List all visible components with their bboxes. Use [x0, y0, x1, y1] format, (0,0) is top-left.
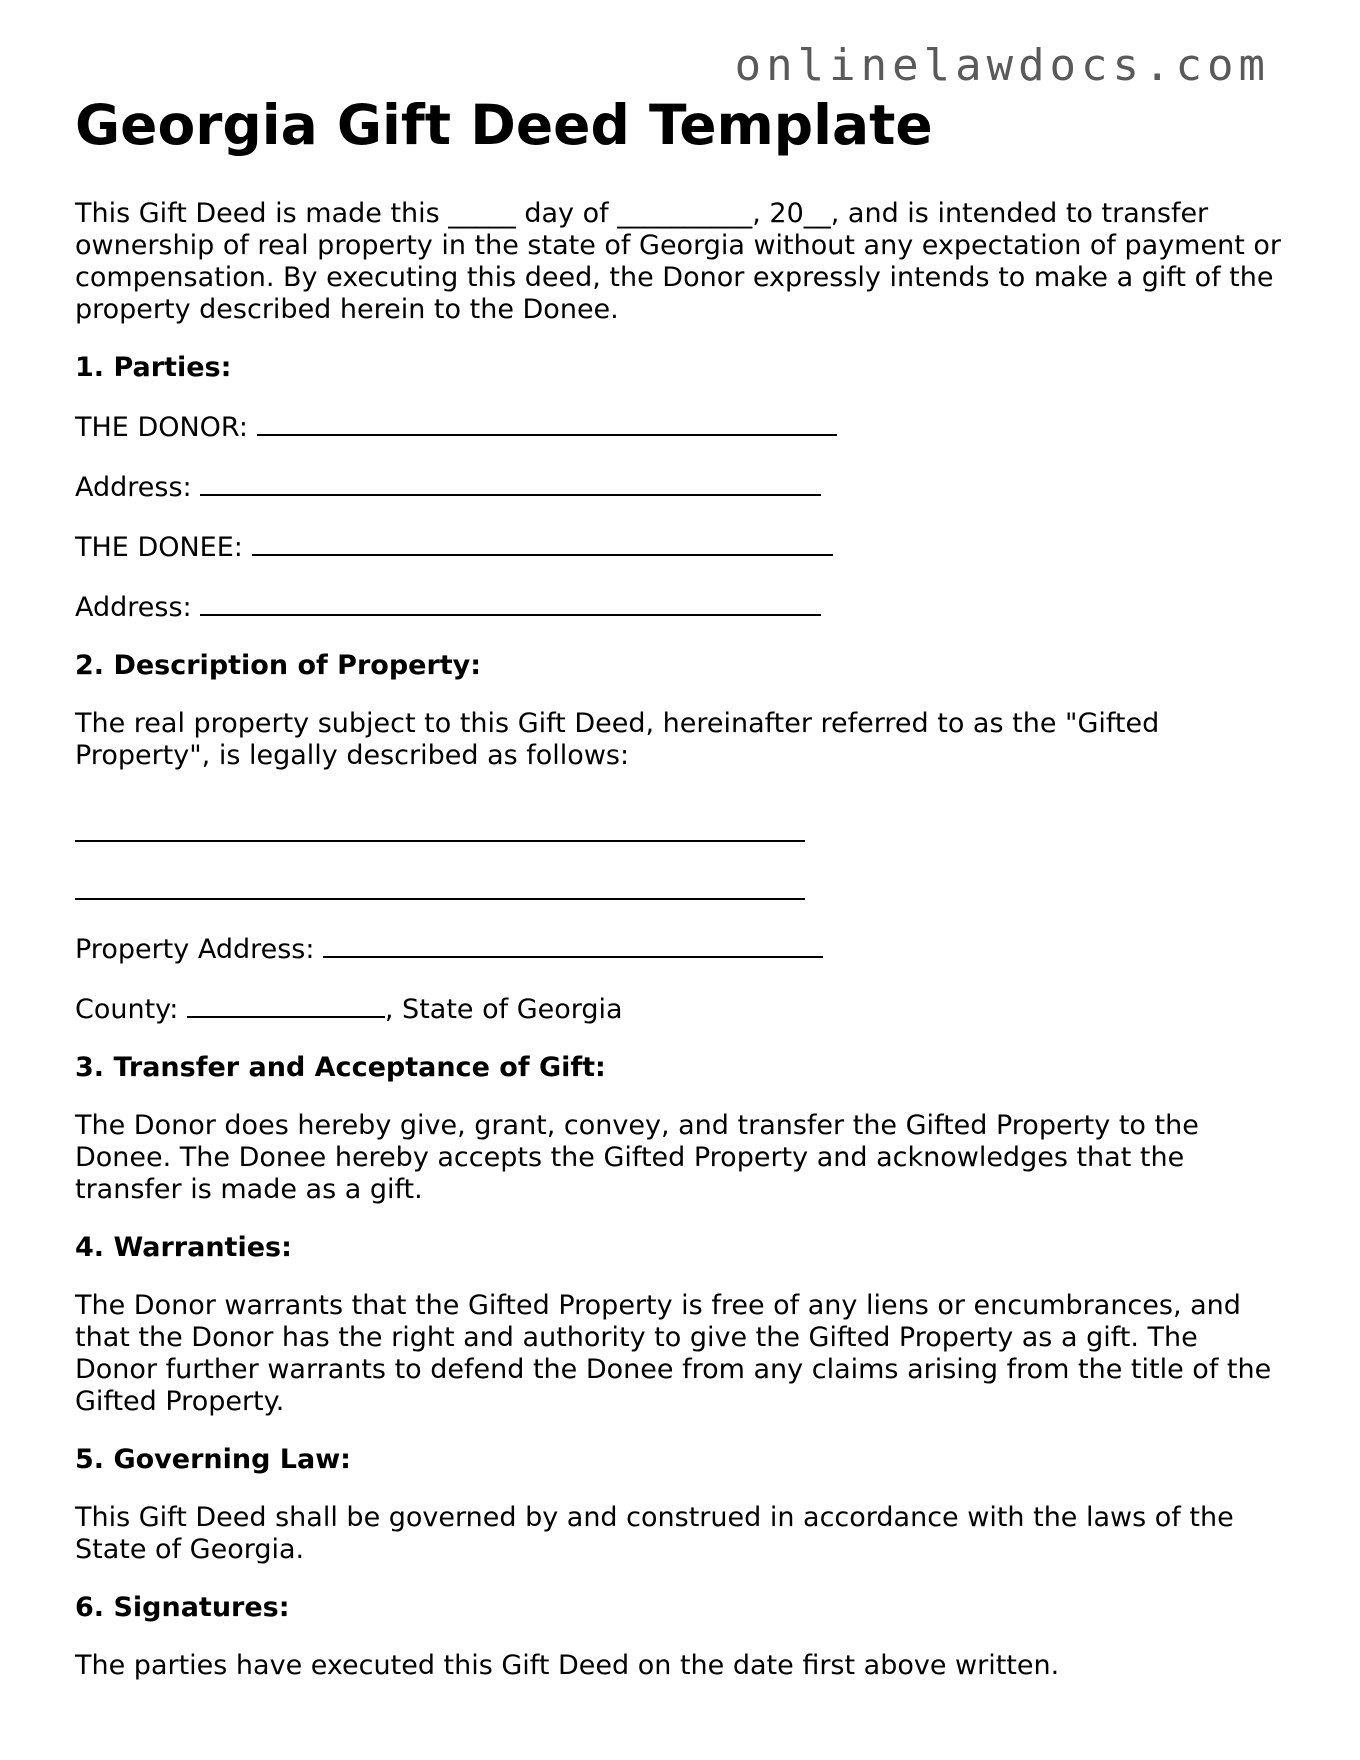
donor-address-field[interactable] — [75, 470, 1285, 504]
property-address-field[interactable] — [75, 932, 1285, 966]
donee-blank[interactable] — [252, 530, 833, 556]
donor-blank[interactable] — [257, 410, 837, 436]
legal-description-line-2[interactable] — [75, 874, 1285, 906]
watermark: onlinelawdocs.com — [734, 40, 1270, 91]
transfer-paragraph: The Donor does hereby give, grant, convey, and transfer the Gifted Property to the Donee. The Donee hereby accepts the Gifted Property and acknowledges that the transfer is made as a gift. — [75, 1110, 1199, 1205]
governing-law-paragraph: This Gift Deed shall be governed by and construed in accordance with the laws of the State of Georgia. — [75, 1502, 1234, 1565]
donee-field[interactable] — [75, 530, 1285, 564]
county-blank[interactable] — [187, 992, 385, 1018]
legal-description-blank-1[interactable] — [75, 816, 805, 842]
intro-paragraph: This Gift Deed is made this _____ day of __________, 20__, and is intended to transfer ownership of real property in the state of Georgia without any expectation of payment or compensation. By executing this deed, the Donor expressly intends to make a gift of the property described herein to the Donee. — [75, 198, 1281, 325]
legal-description-line-1[interactable] — [75, 816, 1285, 848]
section-heading-transfer: 3. Transfer and Acceptance of Gift: — [75, 1052, 606, 1083]
donee-label: THE DONEE: — [75, 532, 243, 563]
donee-address-field[interactable] — [75, 590, 1285, 624]
description-paragraph: The real property subject to this Gift Deed, hereinafter referred to as the "Gifted Property", is legally described as follows: — [75, 708, 1160, 771]
county-field[interactable] — [75, 992, 1285, 1026]
section-heading-parties: 1. Parties: — [75, 352, 232, 383]
section-heading-governing-law: 5. Governing Law: — [75, 1444, 351, 1475]
legal-description-blank-2[interactable] — [75, 874, 805, 900]
county-label: County: — [75, 994, 179, 1025]
document-body — [75, 92, 1285, 1708]
donor-address-blank[interactable] — [200, 470, 821, 496]
signatures-paragraph: The parties have executed this Gift Deed on the date first above written. — [75, 1650, 1060, 1681]
section-heading-description: 2. Description of Property: — [75, 650, 482, 681]
donee-address-blank[interactable] — [200, 590, 821, 616]
section-heading-warranties: 4. Warranties: — [75, 1232, 292, 1263]
donor-label: THE DONOR: — [75, 412, 248, 443]
page-title: Georgia Gift Deed Template — [75, 93, 933, 157]
property-address-blank[interactable] — [323, 932, 823, 958]
donor-address-label: Address: — [75, 472, 192, 503]
warranties-paragraph: The Donor warrants that the Gifted Property is free of any liens or encumbrances, and that the Donor has the right and authority to give the Gifted Property as a gift. The Donor further warrants to defend the Donee from any claims arising from the title of the Gifted Property. — [75, 1290, 1272, 1417]
donor-field[interactable] — [75, 410, 1285, 444]
section-heading-signatures: 6. Signatures: — [75, 1592, 290, 1623]
property-address-label: Property Address: — [75, 934, 315, 965]
donee-address-label: Address: — [75, 592, 192, 623]
state-suffix: , State of Georgia — [384, 994, 623, 1025]
